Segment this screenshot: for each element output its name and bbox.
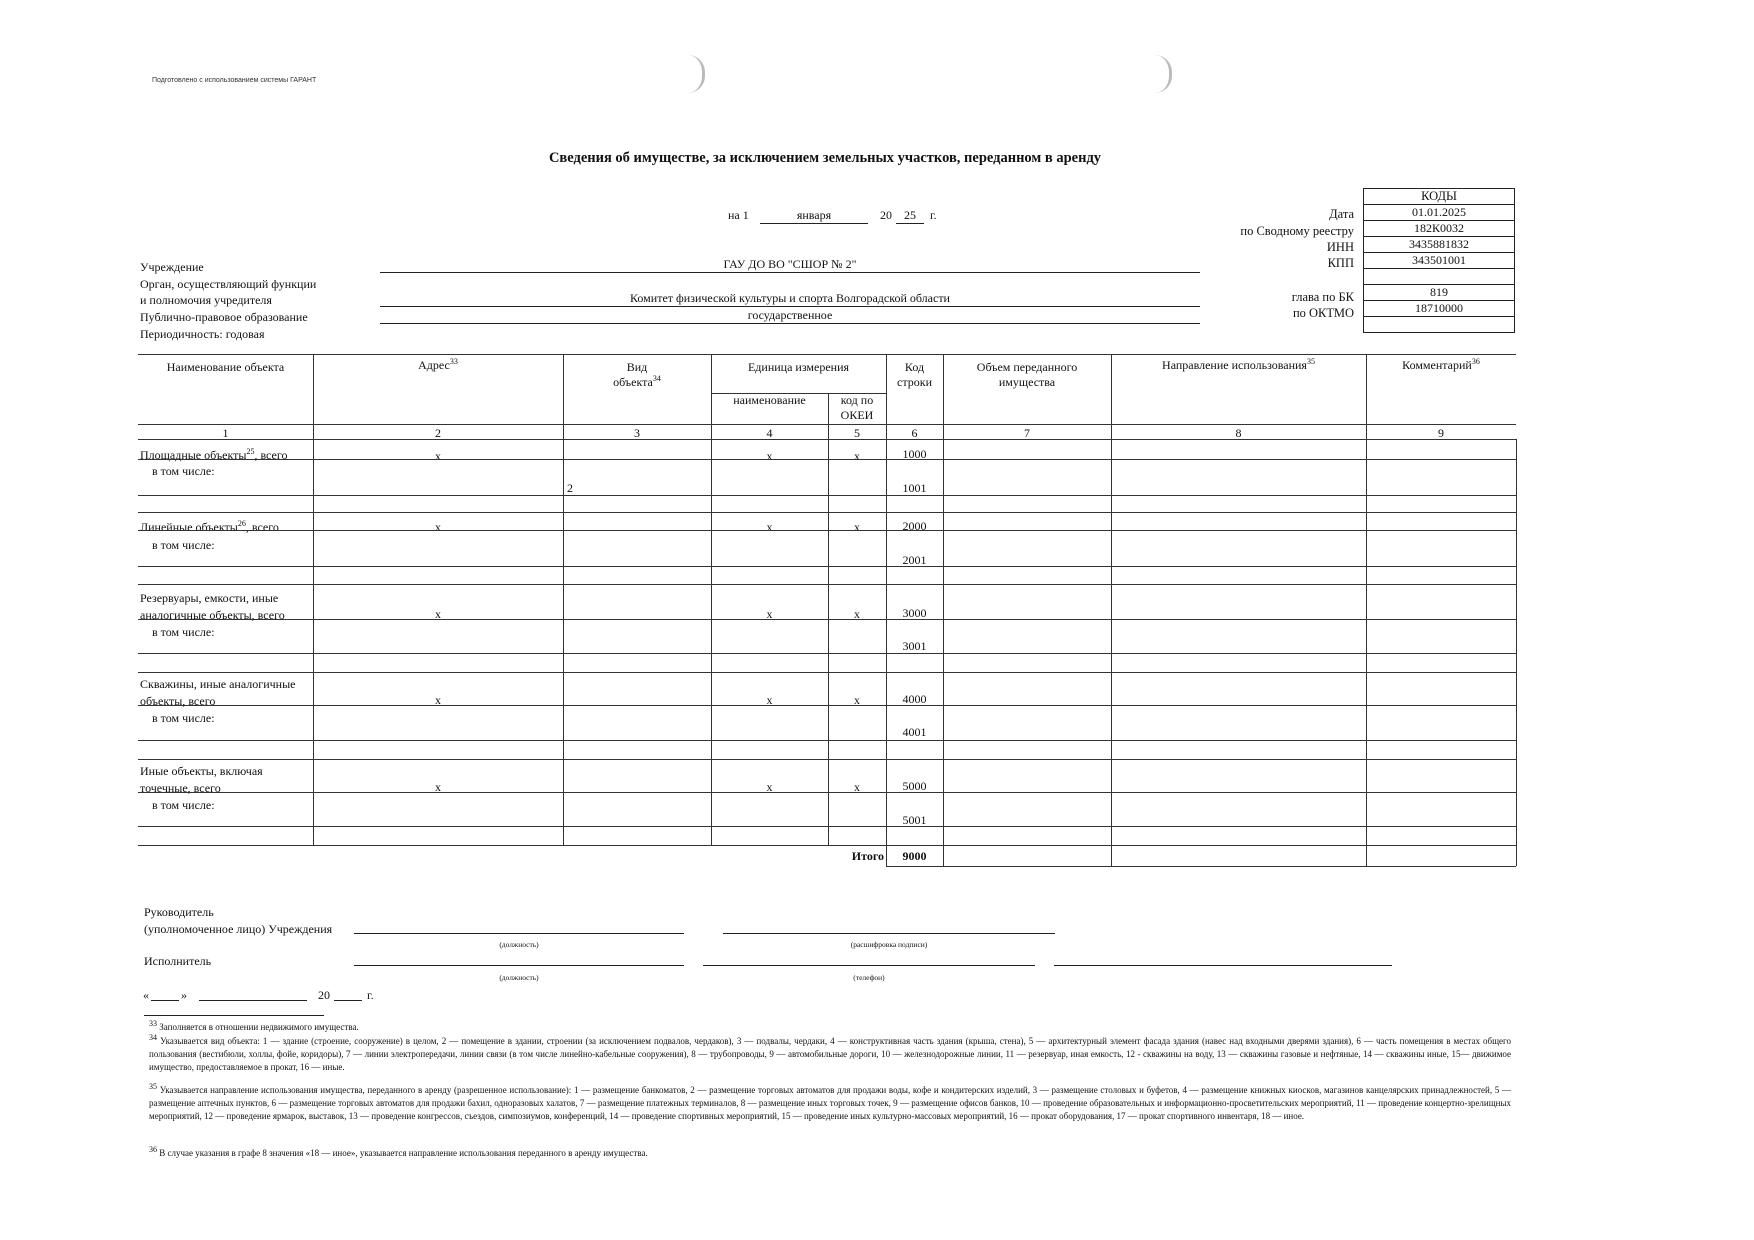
in-that-label: в том числе:: [152, 798, 215, 812]
garant-note: Подготовлено с использованием системы ГАРАНТ: [152, 77, 317, 84]
x-mark: х: [435, 780, 441, 794]
table-rule: [886, 866, 1516, 867]
table-rule: [138, 354, 1516, 355]
executor-position-line: [354, 965, 684, 966]
footnote-34: 34 Указывается вид объекта: 1 — здание (строение, сооружение) в целом, 2 — помещение в здании, строении (за исключением подвалов, чердаков), 3 — подвалы, чердаки, 4 — конструктивная часть здания (крыша, стена), 5 — архитектурный элемент фасада здания (навес над входными дверями здания), 6 — часть помещения в местах общего пользования (вестибюли, холлы, фойе, коридоры), 7 — линии электропередачи, линии связи (в том числе линейно-кабельные сооружения), 8 — трубопроводы, 9 — автомобильные дороги, 10 — железнодорожные линии, 11 — резервуар, иная емкость, 12 - скважины на воду, 13 — скважины газовые и нефтяные, 14 — скважины иные, 15— движимое имущество, предоставляемое в прокат, 16 — иные.: [149, 1033, 1512, 1072]
executor-phone-line: [1054, 965, 1392, 966]
table-rule: [563, 354, 564, 845]
table-rule: [138, 512, 1516, 513]
x-mark: х: [435, 449, 441, 463]
founder-label-1: Орган, осуществляющий функции: [140, 277, 317, 291]
x-mark: х: [435, 693, 441, 707]
row-code: 3001: [902, 639, 927, 653]
table-rule: [138, 705, 1516, 706]
code-empty: [1364, 269, 1515, 285]
total-label: Итого: [851, 849, 884, 863]
col-number: 5: [854, 426, 860, 440]
section-name: Линейные объекты$^{26}$, всего: [140, 519, 279, 534]
header-name: Наименование объекта: [166, 360, 285, 374]
col-number: 1: [222, 426, 229, 440]
table-rule: [1111, 354, 1112, 866]
date-suffix: г.: [367, 988, 374, 1002]
table-rule: [138, 495, 1516, 496]
code-inn: 3435881832: [1364, 237, 1515, 253]
codes-table: [1363, 188, 1515, 333]
founder-value: Комитет физической культуры и спорта Волгорадской области: [380, 291, 1200, 307]
table-rule: [313, 354, 314, 845]
x-mark: х: [766, 780, 773, 794]
header-comment: Комментарий$^{36}$: [1402, 357, 1480, 372]
punch-hole-mark: [688, 55, 705, 93]
x-mark: х: [766, 693, 773, 707]
table-rule: [138, 439, 1516, 440]
footnote-33: 33 Заполняется в отношении недвижимого имущества.: [149, 1019, 359, 1032]
table-rule: [1366, 354, 1367, 866]
table-rule: [138, 759, 1516, 760]
section-name-line2: объекты, всего: [140, 694, 216, 708]
table-rule: [138, 845, 1516, 846]
footnote-35: 35 Указывается направление использования имущества, переданного в аренду (разрешенное использование): 1 — размещение банкоматов, 2 — размещение торговых автоматов для продажи воды, кофе и кондитерских изделий, 3 — размещение столовых и буфетов, 4 — размещение книжных киосков, магазинов канцелярских принадлежностей, 5 — размещение аптечных пунктов, 6 — размещение торговых автоматов для продажи бахил, одноразовых халатов, 7 — размещение платежных терминалов, 8 — размещение иных торговых точек, 9 — размещение офисов банков, 10 — проведение образовательных и информационно-просветительских мероприятий, 11 — проведение концертно-зрелищных мероприятий, 12 — проведение ярмарок, выставок, 13 — проведение конгрессов, съездов, симпозиумов, конференций, 14 — проведение спортивных мероприятий, 15 — проведение иных культурно-массовых мероприятий, 16 — прокат оборудования, 17 — прокат спортивного инвентаря, 18 — иное.: [149, 1082, 1512, 1121]
table-rule: [138, 740, 1516, 741]
date-prefix: на 1: [728, 208, 749, 222]
table-rule: [138, 459, 1516, 460]
table-rule: [943, 354, 944, 866]
date-quote-open: «: [143, 988, 149, 1002]
label-bk: глава по БК: [1291, 290, 1354, 304]
section-name-line1: Скважины, иные аналогичные: [140, 677, 296, 691]
founder-label-2: и полномочия учредителя: [140, 293, 272, 307]
x-mark: х: [766, 607, 773, 621]
table-rule: [138, 566, 1516, 567]
x-mark: х: [766, 520, 773, 534]
head-label-2: (уполномоченное лицо) Учреждения: [144, 922, 333, 936]
header-address: Адрес$^{33}$: [418, 357, 458, 372]
section-name: Площадные объекты$^{25}$, всего: [140, 447, 288, 462]
x-mark: х: [435, 520, 441, 534]
code-empty: [1364, 317, 1515, 333]
row-code: 4000: [902, 692, 927, 706]
date-day-line: [151, 1000, 179, 1001]
table-rule: [828, 393, 829, 845]
date-quote-close: »: [181, 988, 187, 1002]
date-suffix: г.: [930, 208, 937, 222]
position-caption: (должность): [499, 973, 539, 982]
table-rule: [886, 354, 887, 866]
col-number: 4: [766, 426, 773, 440]
col-number: 3: [634, 426, 640, 440]
table-rule: [138, 672, 1516, 673]
in-that-label: в том числе:: [152, 538, 215, 552]
punch-hole-mark: [1155, 55, 1172, 93]
date-year-prefix: 20: [880, 208, 892, 222]
phone-caption: (телефон): [853, 973, 885, 982]
x-mark: х: [854, 780, 860, 794]
footnote-divider: [144, 1015, 324, 1016]
date-year-prefix: 20: [318, 988, 330, 1002]
date-month: января: [760, 208, 868, 224]
decoding-caption: (расшифровка подписи): [850, 940, 928, 949]
footnote-36: 36 В случае указания в графе 8 значения «18 — иное», указывается направление использования переданного в аренду имущества.: [149, 1145, 648, 1158]
section-name-line1: Резервуары, емкости, иные: [140, 591, 279, 605]
table-rule: [1516, 439, 1517, 866]
code-registry: 182К0032: [1364, 221, 1515, 237]
sub-kind-value: 2: [567, 481, 573, 495]
table-rule: [138, 826, 1516, 827]
label-date: Дата: [1329, 207, 1354, 221]
table-rule: [138, 792, 1516, 793]
table-rule: [138, 653, 1516, 654]
table-rule: [138, 424, 1516, 425]
label-inn: ИНН: [1326, 240, 1354, 254]
col-number: 6: [911, 426, 918, 440]
row-code: 2000: [902, 519, 927, 533]
row-code: 2001: [902, 553, 927, 567]
code-bk: 819: [1364, 285, 1515, 301]
date-month-line: [199, 1000, 307, 1001]
x-mark: х: [854, 520, 860, 534]
x-mark: х: [854, 449, 860, 463]
head-decoding-line: [723, 933, 1055, 934]
col-number: 7: [1024, 426, 1030, 440]
row-code: 3000: [902, 606, 927, 620]
table-rule: [138, 584, 1516, 585]
code-date: 01.01.2025: [1364, 205, 1515, 221]
institution-label: Учреждение: [140, 260, 204, 274]
header-kind: Вид объекта$^{34}$: [613, 360, 661, 389]
row-code: 5001: [902, 813, 927, 827]
col-number: 2: [435, 426, 441, 440]
periodicity: Периодичность: годовая: [140, 327, 265, 341]
document-title: Сведения об имуществе, за исключением земельных участков, переданном в аренду: [548, 150, 1102, 166]
header-direction: Направление использования$^{35}$: [1162, 357, 1315, 372]
x-mark: х: [854, 693, 860, 707]
date-year-line: [334, 1000, 362, 1001]
code-kpp: 343501001: [1364, 253, 1515, 269]
section-name-line1: Иные объекты, включая: [140, 764, 263, 778]
header-volume: Объем переданного имущества: [976, 360, 1078, 389]
label-kpp: КПП: [1327, 256, 1354, 270]
row-code: 5000: [902, 779, 927, 793]
header-unit: Единица измерения: [747, 360, 850, 374]
table-rule: [138, 530, 1516, 531]
x-mark: х: [854, 607, 860, 621]
label-registry: по Сводному реестру: [1240, 224, 1354, 238]
table-rule: [711, 354, 712, 845]
code-oktmo: 18710000: [1364, 301, 1515, 317]
executor-name-line: [703, 965, 1035, 966]
in-that-label: в том числе:: [152, 625, 215, 639]
section-name-line2: точечные, всего: [140, 781, 221, 795]
table-rule: [711, 393, 886, 394]
property-table: [138, 354, 1516, 866]
label-oktmo: по ОКТМО: [1292, 306, 1354, 320]
section-name-line2: аналогичные объекты, всего: [140, 608, 285, 622]
x-mark: х: [435, 607, 441, 621]
position-caption: (должность): [499, 940, 539, 949]
header-row-code: Код строки: [897, 360, 932, 389]
total-code: 9000: [902, 849, 927, 863]
col-number: 9: [1438, 426, 1444, 440]
row-code: 1001: [902, 481, 927, 495]
col-number: 8: [1235, 426, 1242, 440]
row-code: 1000: [902, 447, 927, 461]
table-rule: [138, 619, 1516, 620]
date-year: 25: [896, 208, 924, 224]
row-code: 4001: [902, 725, 927, 739]
codes-header: КОДЫ: [1364, 189, 1515, 205]
institution-value: ГАУ ДО ВО "СШОР № 2": [380, 257, 1200, 273]
header-unit-name: наименование: [733, 393, 806, 407]
in-that-label: в том числе:: [152, 711, 215, 725]
public-entity-label: Публично-правовое образование: [140, 310, 308, 324]
header-unit-code: код по ОКЕИ: [840, 393, 874, 422]
head-label-1: Руководитель: [144, 905, 214, 919]
head-position-line: [354, 933, 684, 934]
executor-label: Исполнитель: [144, 954, 212, 968]
x-mark: х: [766, 449, 773, 463]
public-entity-value: государственное: [380, 308, 1200, 324]
in-that-label: в том числе:: [152, 464, 215, 478]
